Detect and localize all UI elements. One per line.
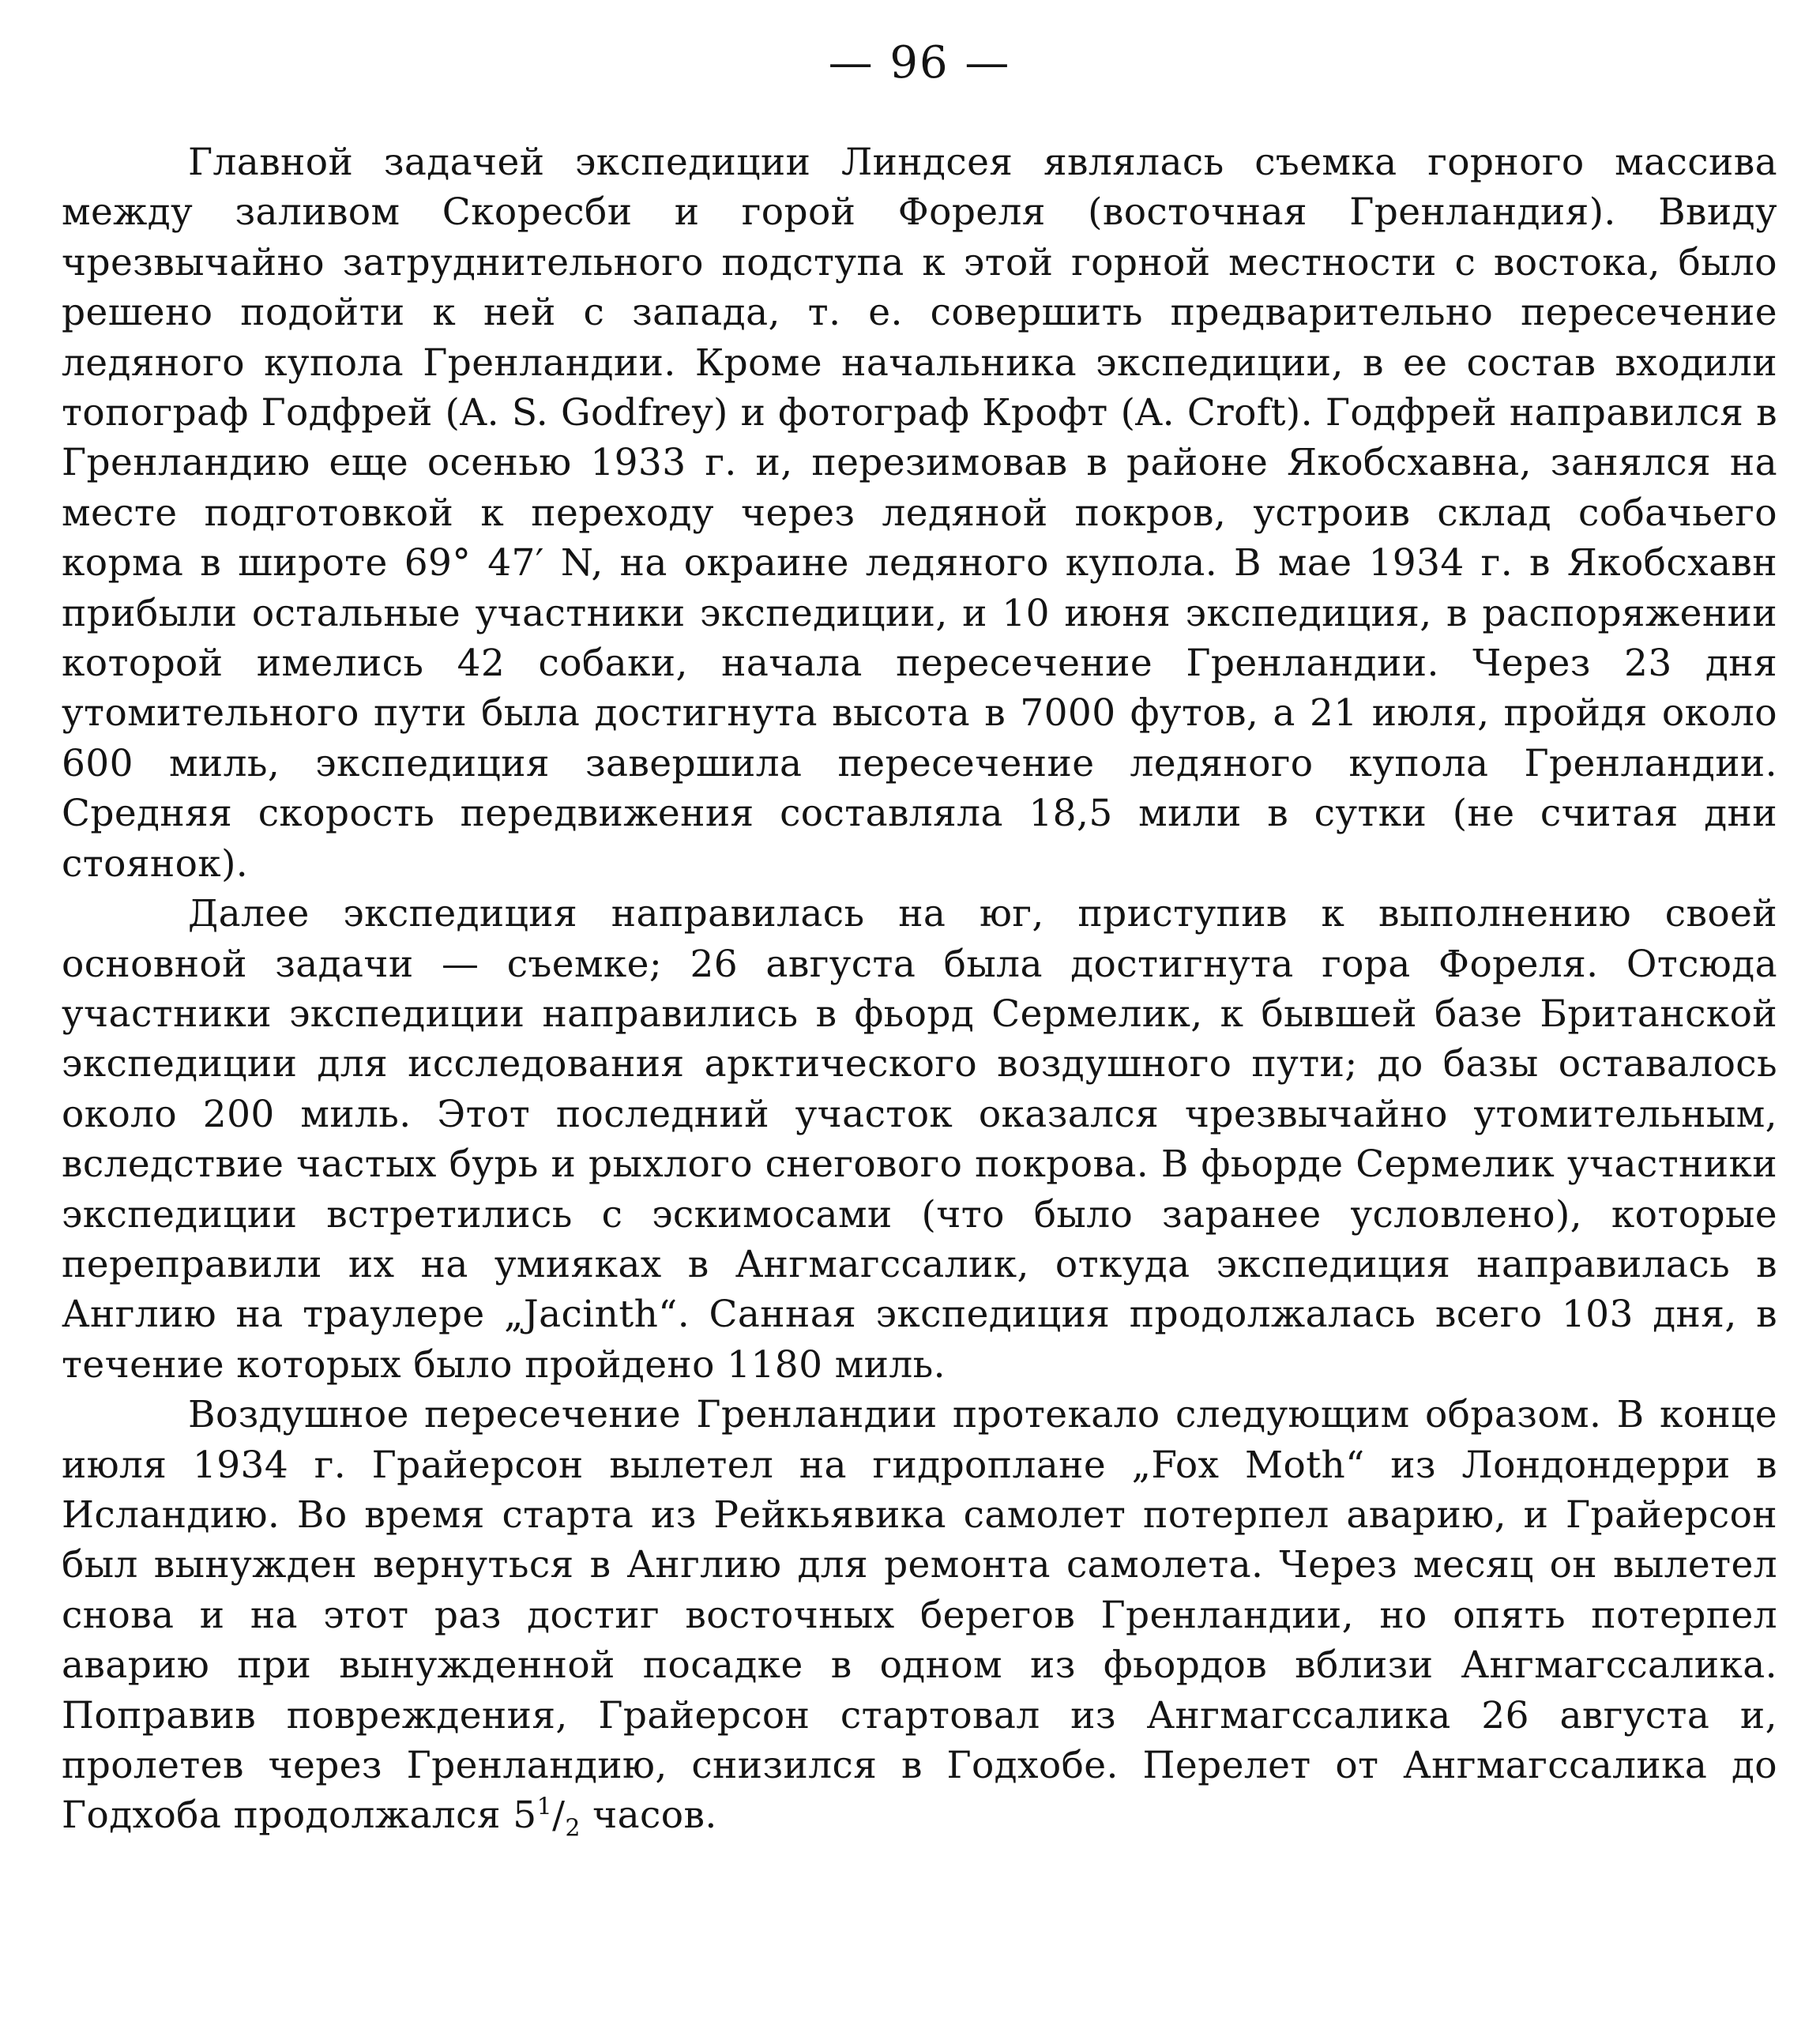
flight-duration-numerator: 1 [536,1793,553,1821]
flight-duration [513,1793,717,1843]
paragraph-air-crossing [62,1390,1777,1841]
flight-duration-slash: / [552,1794,566,1838]
paragraph-lindsay-expedition: Главной задачей экспедиции Линдсея являлась съемка горного массива между заливом Скоресби и горой Фореля (восточная Гренландия). Ввиду чрезвычайно затруднительного подступа к этой горной местности с востока, было решено подойти к ней с запада, т. е. совершить предварительно пересечение ледяного купола Гренландии. Кроме начальника экспедиции, в ее состав входили топограф Годфрей (A. S. Godfrey) и фотограф Крофт (A. Croft). Годфрей направился в Гренландию еще осенью 1933 г. и, перезимовав в районе Якобсхавна, занялся на месте подготовкой к переходу через ледяной покров, устроив склад собачьего корма в широте 69° 47′ N, на окраине ледяного купола. В мае 1934 г. в Якобсхавн прибыли остальные участники экспедиции, и 10 июня экспедиция, в распоряжении которой имелись 42 собаки, начала пересечение Гренландии. Через 23 дня утомительного пути была достигнута высота в 7000 футов, а 21 июля, пройдя около 600 миль, экспедиция завершила пересечение ледяного купола Гренландии. Средняя скорость передвижения составляла 18,5 мили в сутки (не считая дни стоянок). [62,141,1777,886]
flight-duration-whole: 5 [513,1794,537,1838]
page-number: — 96 — [828,37,1011,88]
document-page [62,32,1777,1841]
flight-duration-unit: часов. [580,1794,717,1838]
paragraph-air-crossing-text: Воздушное пересечение Гренландии протекало следующим образом. В конце июля 1934 г. Грайерсон вылетел на гидроплане „Fox Moth“ из Лондондерри в Исландию. Во время старта из Рейкьявика самолет потерпел аварию, и Грайерсон был вынужден вернуться в Англию для ремонта самолета. Через месяц он вылетел снова и на этот раз достиг восточных берегов Гренландии, но опять потерпел аварию при вынужденной посадке в одном из фьордов вблизи Ангмагссалика. Поправив повреждения, Грайерсон стартовал из Ангмагссалика 26 августа и, пролетев через Гренландию, снизился в Годхобе. Перелет от Ангмагссалика до Годхоба продолжался [62,1393,1777,1838]
flight-duration-denominator: 2 [565,1814,581,1843]
paragraph-southward-survey: Далее экспедиция направилась на юг, приступив к выполнению своей основной задачи — съемке; 26 августа была достигнута гора Фореля. Отсюда участники экспедиции направились в фьорд Сермелик, к бывшей базе Британской экспедиции для исследования арктического воздушного пути; до базы оставалось около 200 миль. Этот последний участок оказался чрезвычайно утомительным, вследствие частых бурь и рыхлого снегового покрова. В фьорде Сермелик участники экспедиции встретились с эскимосами (что было заранее условлено), которые переправили их на умияках в Ангмагссалик, откуда экспедиция направилась в Англию на траулере „Jacinth“. Санная экспедиция продолжалась всего 103 дня, в течение которых было пройдено 1180 миль. [62,892,1777,1387]
